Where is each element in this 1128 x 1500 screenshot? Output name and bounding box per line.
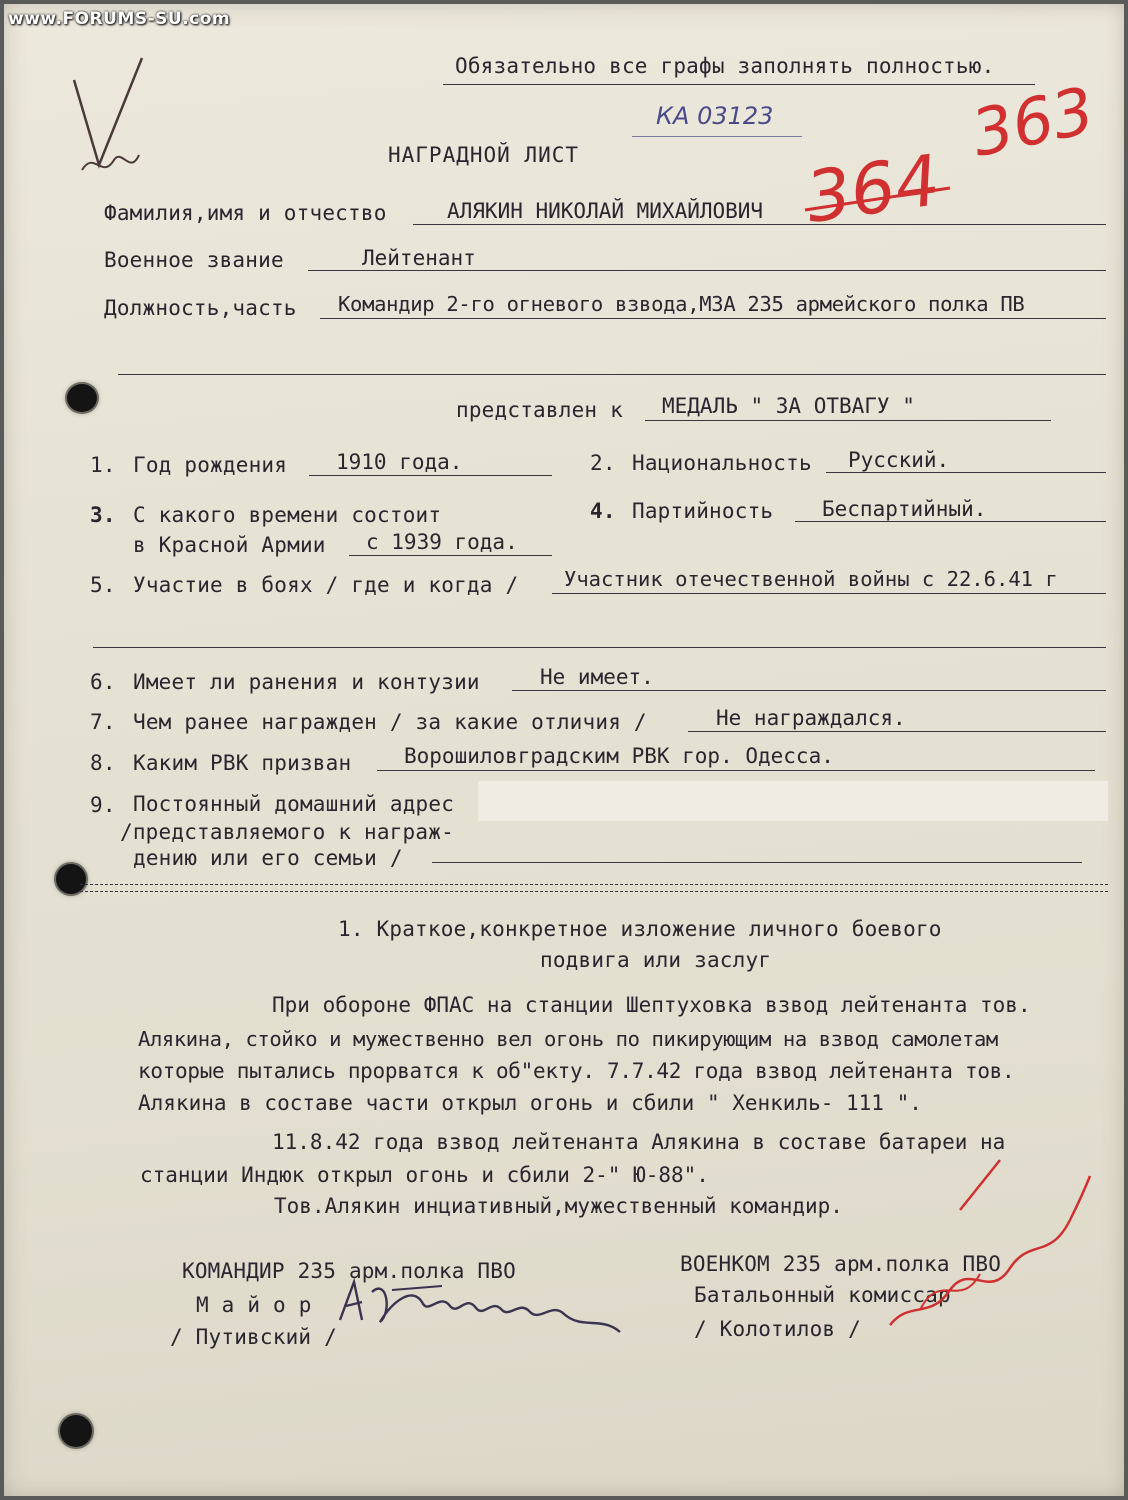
sig-left-rank: М а й о р xyxy=(196,1293,312,1317)
item-9-number: 9. xyxy=(90,793,116,817)
rank-value: Лейтенант xyxy=(362,246,476,270)
item-3-label-2: в Красной Армии xyxy=(133,533,326,557)
story-p1-line3: которые пытались прорватся к об"екту. 7.7.42 года взвод лейтенанта тов. xyxy=(138,1059,1015,1083)
item-8-underline xyxy=(377,770,1095,771)
section-heading-2: подвига или заслуг xyxy=(540,948,772,972)
position-label: Должность,часть xyxy=(104,296,297,320)
sig-left-title: КОМАНДИР 235 арм.полка ПВО xyxy=(182,1259,516,1283)
rank-underline xyxy=(308,270,1106,271)
item-5-number: 5. xyxy=(90,573,116,597)
archive-underline xyxy=(632,136,802,137)
item-9-label-2: /представляемого к награж- xyxy=(120,820,454,844)
item-8-label: Каким РВК призван xyxy=(133,751,352,775)
item-3-value: с 1939 года. xyxy=(366,530,518,554)
section-heading-1: 1. Краткое,конкретное изложение личного боевого xyxy=(338,917,942,941)
item-4-value: Беспартийный. xyxy=(822,497,987,521)
item-2-label: Национальность xyxy=(632,451,812,475)
red-number-crossed: 364 xyxy=(800,139,945,239)
item-7-underline xyxy=(688,731,1106,732)
item-9-label-1: Постоянный домашний адрес xyxy=(133,792,455,816)
nominated-underline xyxy=(645,420,1051,421)
punch-hole xyxy=(67,384,97,412)
sig-right-rank: Батальонный комиссар xyxy=(694,1283,951,1307)
item-1-value: 1910 года. xyxy=(336,450,463,474)
item-2-underline xyxy=(826,472,1106,473)
item-5-underline-2 xyxy=(93,647,1106,648)
redacted-address xyxy=(478,781,1108,821)
item-8-number: 8. xyxy=(90,751,116,775)
page-title: НАГРАДНОЙ ЛИСТ xyxy=(388,143,580,167)
item-1-underline xyxy=(309,475,552,476)
name-value: АЛЯКИН НИКОЛАЙ МИХАЙЛОВИЧ xyxy=(447,199,764,223)
item-3-underline xyxy=(349,555,552,556)
story-p1-line4: Алякина в составе части открыл огонь и сбили " Хенкиль- 111 ". xyxy=(138,1091,922,1115)
item-5-label: Участие в боях / где и когда / xyxy=(133,573,519,597)
red-strike-icon xyxy=(800,170,960,230)
item-1-number: 1. xyxy=(90,453,116,477)
item-6-number: 6. xyxy=(90,670,116,694)
item-4-underline xyxy=(795,521,1106,522)
header-underline xyxy=(443,84,1035,85)
signature-putivsky-icon xyxy=(332,1272,632,1342)
check-mark-icon xyxy=(64,50,154,190)
sig-left-name: / Путивский / xyxy=(170,1325,337,1349)
header-note: Обязательно все графы заполнять полностью. xyxy=(455,54,995,78)
nominated-value: МЕДАЛЬ " ЗА ОТВАГУ " xyxy=(662,394,915,418)
item-5-underline xyxy=(552,593,1106,594)
position-value: Командир 2-го огневого взвода,МЗА 235 армейского полка ПВ xyxy=(338,292,1025,316)
watermark-site: www.FORUMS-SU.com xyxy=(8,9,231,29)
item-6-underline xyxy=(512,690,1106,691)
item-1-label: Год рождения xyxy=(133,453,288,477)
story-p3-line1: Тов.Алякин инциативный,мужественный командир. xyxy=(274,1194,843,1218)
item-9-label-3: дению или его семьи / xyxy=(133,846,403,870)
item-2-number: 2. xyxy=(590,451,616,475)
story-p2-line1: 11.8.42 года взвод лейтенанта Алякина в составе батареи на xyxy=(272,1130,1006,1154)
sig-right-title: ВОЕНКОМ 235 арм.полка ПВО xyxy=(680,1252,1002,1276)
item-3-number: 3. xyxy=(90,503,116,527)
item-3-label-1: С какого времени состоит xyxy=(133,503,442,527)
story-p2-line2: станции Индюк открыл огонь и сбили 2-" Ю-88". xyxy=(140,1163,709,1187)
position-underline xyxy=(320,318,1106,319)
sig-right-name: / Колотилов / xyxy=(694,1317,861,1341)
item-4-number: 4. xyxy=(590,499,616,523)
item-9-underline xyxy=(432,862,1082,863)
name-underline xyxy=(413,224,1106,225)
item-8-value: Ворошиловградским РВК гор. Одесса. xyxy=(404,744,834,768)
name-label: Фамилия,имя и отчество xyxy=(104,201,387,225)
story-p1-line1: При обороне ФПАС на станции Шептуховка взвод лейтенанта тов. xyxy=(272,993,1031,1017)
item-4-label: Партийность xyxy=(632,499,774,523)
item-6-value: Не имеет. xyxy=(540,665,654,689)
nominated-label: представлен к xyxy=(456,398,623,422)
archive-number: КА 03123 xyxy=(656,102,774,130)
story-p1-line2: Алякина, стойко и мужественно вел огонь по пикирующим на взвод самолетам xyxy=(138,1027,998,1051)
item-7-label: Чем ранее награжден / за какие отличия / xyxy=(133,710,647,734)
item-7-value: Не награждался. xyxy=(716,706,906,730)
red-pencil-mark-icon xyxy=(880,1150,1100,1340)
section-separator xyxy=(80,884,1108,892)
item-2-value: Русский. xyxy=(848,448,950,472)
red-number-current: 363 xyxy=(965,74,1101,172)
position-underline-2 xyxy=(118,374,1106,375)
punch-hole xyxy=(60,1415,92,1447)
item-6-label: Имеет ли ранения и контузии xyxy=(133,670,480,694)
rank-label: Военное звание xyxy=(104,248,284,272)
item-5-value: Участник отечественной войны с 22.6.41 г xyxy=(564,567,1058,591)
item-7-number: 7. xyxy=(90,710,116,734)
